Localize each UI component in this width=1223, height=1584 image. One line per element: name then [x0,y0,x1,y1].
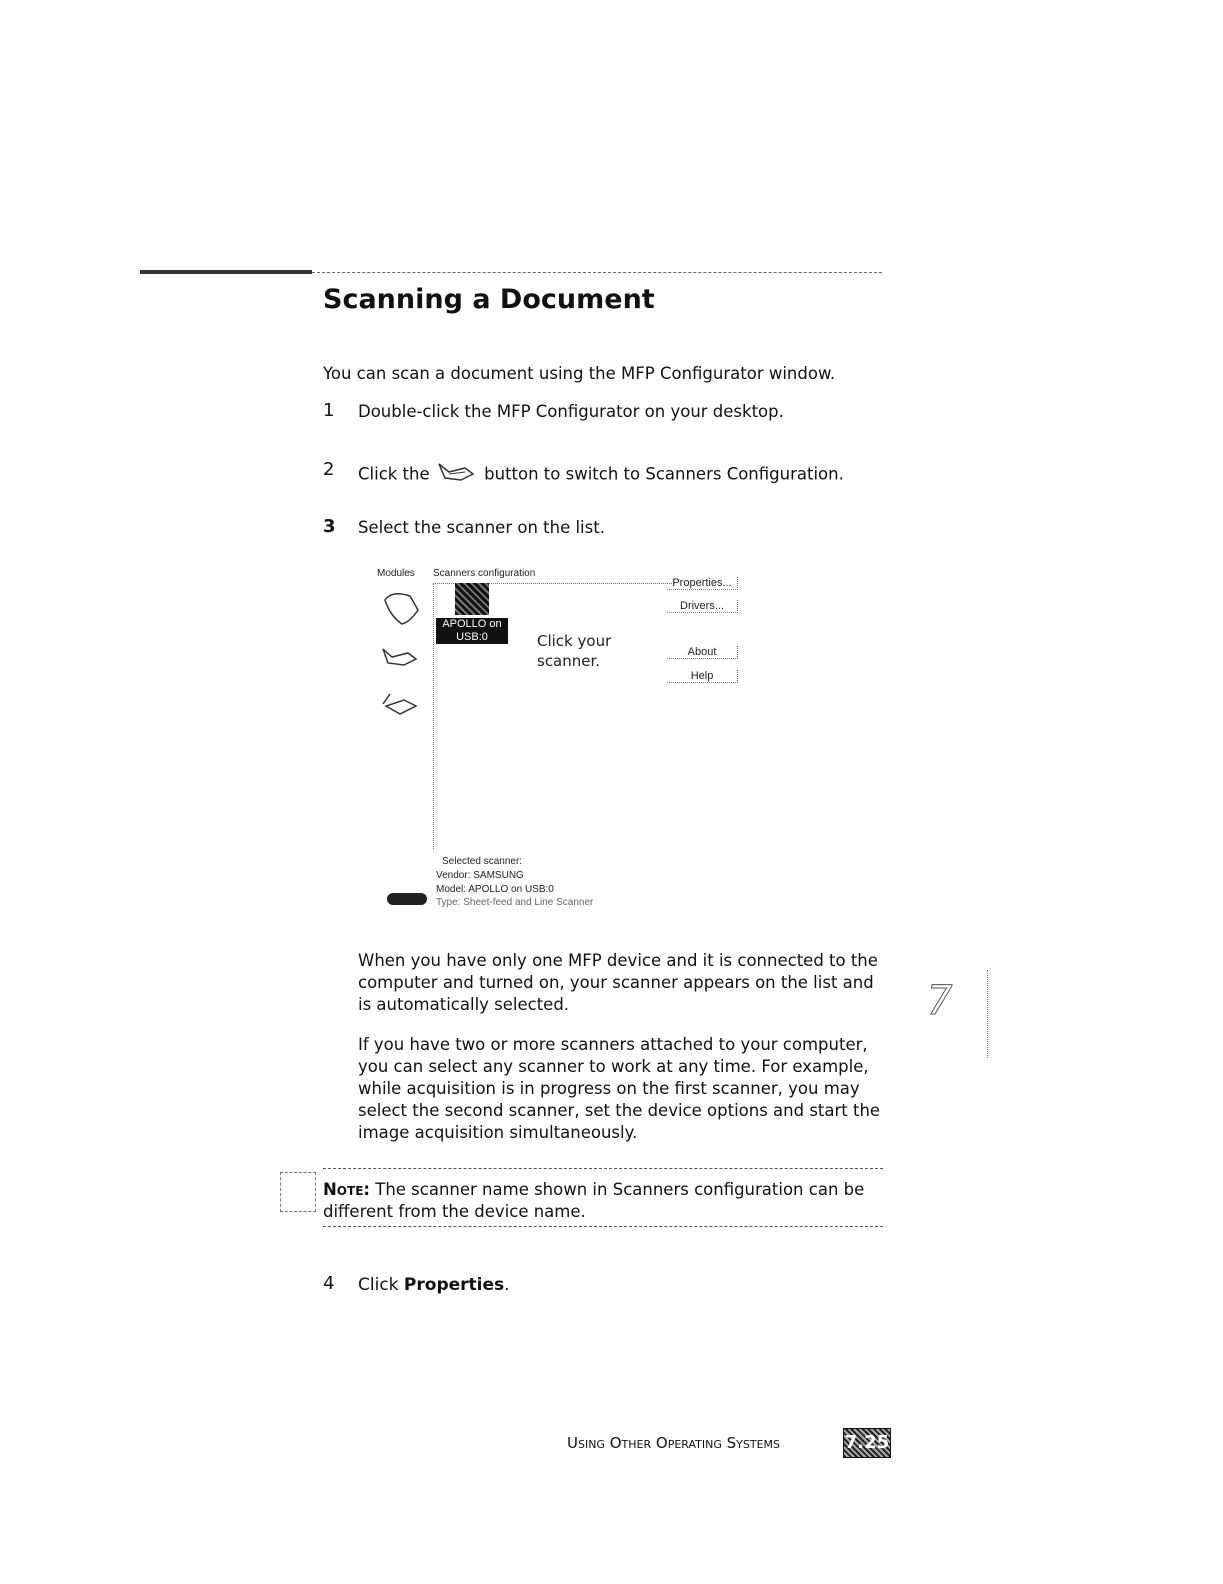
paragraph: If you have two or more scanners attached to your computer, you can select any scanner to work at any time. For example, while acquisition is in progress on the first scanner, you may select the second scanner, set the device options and start the image acquisition simultaneously. [358,1035,881,1142]
scanner-item-icon[interactable] [455,583,489,615]
samsung-logo-icon [387,893,427,905]
about-button[interactable]: About [667,646,738,659]
modules-label: Modules [377,568,415,579]
drivers-button[interactable]: Drivers... [667,600,738,613]
note-bottom-rule [323,1226,883,1227]
note-icon [280,1172,316,1212]
properties-emphasis: Properties [403,1275,505,1295]
note-top-rule [323,1168,883,1169]
step-text-before: Click [358,1275,404,1295]
step-number: 3 [323,516,336,537]
scanner-port: USB:0 [456,631,488,643]
callout-text: Click your scanner. [537,632,612,670]
model-text: Model: APOLLO on USB:0 [436,884,554,895]
scanner-icon [435,460,479,490]
type-text: Type: Sheet-feed and Line Scanner [436,897,594,908]
step-text [358,460,844,490]
header-rule-dark [140,270,312,274]
page-title: Scanning a Document [323,284,655,315]
page-number: 7.25 [843,1428,891,1458]
scanner-module-icon[interactable] [380,645,425,675]
section-label: Scanners configuration [433,568,536,579]
intro-text: You can scan a document using the MFP Configurator window. [323,364,836,383]
mfp-configurator-screenshot [370,550,770,920]
note [323,1179,888,1223]
step-number: 1 [323,400,335,421]
scanner-name: APOLLO on [442,618,502,630]
note-label: Note: [323,1180,370,1199]
scanner-item-label[interactable] [436,618,508,644]
printer-module-icon[interactable] [380,588,425,633]
selected-scanner-label: Selected scanner: [442,856,523,867]
step-text [358,1274,510,1296]
step-text-after: . [504,1275,510,1295]
step-number: 4 [323,1273,335,1294]
fax-module-icon[interactable] [380,690,425,725]
note-text: The scanner name shown in Scanners configuration can be different from the device name. [323,1180,865,1221]
properties-button[interactable]: Properties... [667,577,738,590]
step-text: Double-click the MFP Configurator on your desktop. [358,402,784,421]
help-button[interactable]: Help [667,670,738,683]
step-text-after: button to switch to Scanners Configuration. [484,464,844,484]
step-text: Select the scanner on the list. [358,518,605,537]
header-rule [312,272,882,273]
footer-section-title: Using Other Operating Systems [567,1434,780,1452]
vendor-text: Vendor: SAMSUNG [436,870,524,881]
step-number: 2 [323,459,335,480]
chapter-side-tab [915,970,988,1058]
paragraph: When you have only one MFP device and it is connected to the computer and turned on, your scanner appears on the list and is automatically selected. [358,951,878,1014]
step-text-before: Click the [358,464,430,484]
chapter-number: 7 [927,978,953,1024]
